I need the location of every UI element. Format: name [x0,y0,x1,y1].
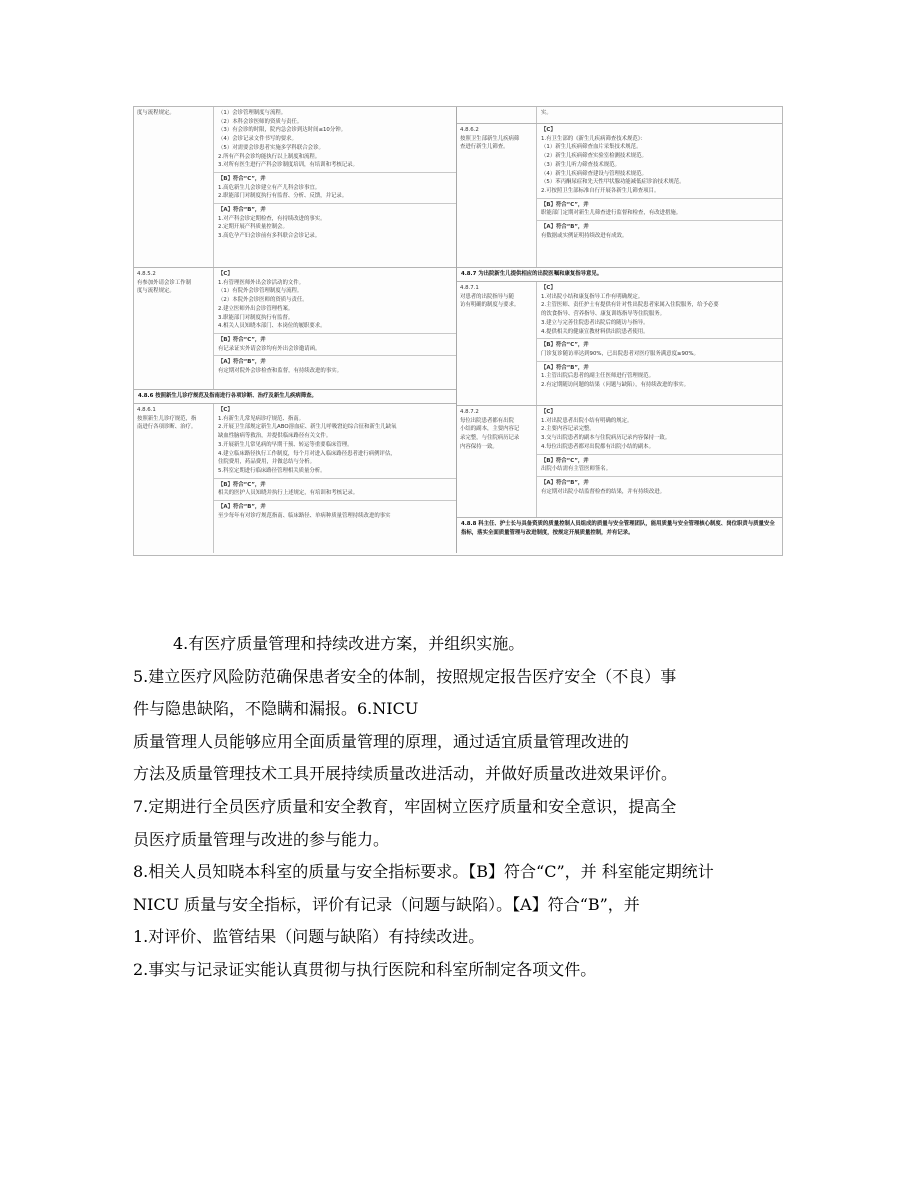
criteria-line: 1.有管理医师外出会诊活动的文件。 [218,279,305,286]
criteria-line: 2.所有产科会诊均能执行以上制度和流程。 [218,153,321,160]
grade-b-label: 【B】符合“C”，并 [218,481,266,488]
criteria-line: （2）本院外会诊医师的资质与责任。 [218,297,308,304]
criteria-line: 至少每年有对诊疗规范指南、临床路径、单病种质量管理持续改进的事实 [218,512,391,519]
item-label: 4.8.5.2 [137,271,156,277]
grade-a-section [214,355,456,375]
criteria-line: （1）有院外会诊管理制度与流程。 [218,288,303,295]
criteria-line: 4.相关人员知晓本部门、本岗位的履职要求。 [218,323,326,330]
item-label: 度与流程规定。 [137,110,175,116]
criteria-line: 1.对产科会诊定期检查，有持续改进的事实。 [218,215,326,222]
section-header: 4.8.6 按照新生儿诊疗规范及指南进行各项诊断、治疗及新生儿疾病筛查。 [134,389,456,403]
criteria-line: 住院费用，药品费用，并做总结与分析。 [218,459,316,466]
item-label-cell [134,404,214,553]
grade-c-label: 【C】 [541,409,556,415]
criteria-cell [214,404,456,522]
criteria-line: 5.科室定期进行临床路径管理相关质量分析。 [218,467,326,474]
item-label: 每位出院患者都有出院 [460,417,514,424]
criteria-line: 3.开展新生儿常见病的早期干预、转运等重要临床管理。 [218,441,353,448]
paragraph-line: 8.相关人员知晓本科室的质量与安全指标要求。【B】符合“C”，并 科室能定期统计 [133,862,714,882]
paragraph-line: 方法及质量管理技术工具开展持续质量改进活动，并做好质量改进效果评价。 [133,764,678,784]
criteria-cell [537,124,782,242]
criteria-line: （5）苯丙酮尿症和先天性甲状腺功能减低症诊治技术规范。 [541,179,685,186]
grade-b-section [537,454,782,474]
section-header: 4.8.8 科主任、护士长与具备资质的质量控制人员组成的质量与安全管理团队，能用质量与安全管理核心制度、岗位职责与质量安全指标，落实全面质量管理与改进制度，按规定开展质量控制，并有记录。 [457,517,782,553]
grade-a-label: 【A】符合“B”，并 [541,224,589,231]
criteria-line: 4.每位出院患者都对出院都有出院小结的副本。 [541,443,654,450]
item-label: 4.8.6.2 [460,127,479,133]
grade-c-label: 【C】 [218,271,233,277]
item-label-cell [134,268,214,389]
criteria-line: （1）会诊管理制度与流程。 [218,110,287,116]
item-label-cell [457,124,537,267]
grade-a-section [214,500,456,520]
table-row [457,405,782,517]
criteria-line: 相关的医护人员知晓并执行上述规定，有培训和考核记录。 [218,490,359,497]
criteria-line: （5）对需要会诊患者实施多学科联合会诊。 [218,144,324,151]
item-label: 访有明确的制度与要求。 [460,302,520,309]
grade-a-section [214,203,456,241]
grade-a-label: 【A】符合“B”，并 [218,504,266,511]
criteria-line: 1.有卫生部的《新生儿疾病筛查技术规范》： [541,135,646,142]
grade-a-label: 【A】符合“B”，并 [218,207,266,214]
item-label: 4.8.6.1 [137,407,156,413]
criteria-line: 门诊复诊随访率达到90%，已出院患者对医疗服务满意度≥90%。 [541,350,699,357]
criteria-line: 2.可按照卫生部标准自行开展各新生儿筛查项目。 [541,187,660,194]
table-row [457,107,782,123]
table-row [134,107,456,267]
criteria-line: （3）有会诊的时限，院内急会诊到达时间≤10分钟。 [218,127,347,134]
criteria-line: 有记录证实外请会诊均有外出会诊邀请函。 [218,345,321,352]
grade-b-label: 【B】符合“C”，并 [541,201,589,208]
criteria-line: 1.高危新生儿会诊建立有产儿科会诊事宜。 [218,184,321,191]
grade-c-label: 【C】 [541,127,556,133]
table-row [134,267,456,389]
grade-c-label: 【C】 [541,285,556,291]
paragraph-line: 员医疗质量管理与改进的参与能力。 [133,829,390,849]
item-label: 度与流程规定。 [137,288,175,295]
grade-b-section [537,338,782,358]
body-text [133,628,793,987]
criteria-cell [214,107,456,243]
item-label: 有参加外请会诊工作制 [137,279,191,286]
item-label-cell [134,107,214,267]
grade-a-section [537,220,782,240]
criteria-line: （4）会诊记录文件书写的要求。 [218,136,297,143]
grade-a-label: 【A】符合“B”，并 [541,479,589,486]
criteria-line: 实。 [541,110,552,116]
criteria-line: 4.提供相关的健康宣教材料供出院患者使用。 [541,328,649,335]
grade-c-label: 【C】 [218,407,233,413]
criteria-line: 1.有新生儿常见病诊疗规范、指南。 [218,415,305,422]
item-label-cell [457,282,537,405]
paragraph-line: 1.对评价、监管结果（问题与缺陷）有持续改进。 [133,927,485,947]
criteria-line: 4.建立临床路径执行工作制度，每个月对进入临床路径患者进行病例评估， [218,450,396,457]
criteria-line: 2.主要内容记录完整。 [541,426,595,433]
item-label-cell [457,406,537,517]
criteria-line: 2.主管医师、责任护士有提供有针对性出院患者家属入住院服务，给予必要 [541,302,719,309]
table-row [457,281,782,405]
criteria-line: 2.有定期随访问题的结果（问题与缺陷），有持续改进的事实。 [541,382,689,389]
paragraph-line: 2.事实与记录证实能认真贯彻与执行医院和科室所制定各项文件。 [133,959,597,979]
grade-a-label: 【A】符合“B”，并 [541,364,589,371]
criteria-line: 有定期对出院小结监督检查的结果，并有持续改进。 [541,488,665,495]
item-label-cell [457,107,537,123]
grade-b-section [214,333,456,353]
criteria-line: （1）新生儿疾病筛查血片采集技术规范。 [541,144,642,151]
grade-b-label: 【B】符合“C”，并 [541,457,589,464]
criteria-line: 1.对出院小结和康复指导工作有明确规定。 [541,293,644,300]
standards-table-image [133,106,783,556]
item-label: 小结的副本，主要内容记 [460,426,520,433]
criteria-line: 1.主管出院后患者的副主任医师进行管理规范。 [541,373,654,380]
grade-b-section [214,172,456,201]
criteria-line: 2.定期开展产科质量控制会。 [218,224,288,231]
criteria-line: 2.建立医师外出会诊管理档案。 [218,305,294,312]
criteria-line: 职能部门定期对新生儿筛查进行监督和检查，有改进措施。 [541,210,682,217]
criteria-line: 2.开展卫生部规定新生儿ABO溶血症、新生儿呼吸窘迫综合征和新生儿缺氧 [218,424,397,431]
item-label: 录完整，与住院病历记录 [460,435,520,442]
criteria-line: 有定期对院外会诊检查和监督，有持续改进的事实。 [218,368,342,375]
criteria-line: 缺血性脑病等救治，并提供临床路径有关文件。 [218,433,332,440]
item-label: 查进行新生儿筛查。 [460,144,509,151]
criteria-line: 出院小结需有主管医师签名。 [541,466,612,473]
criteria-line: （2）新生儿疾病筛查实验室检测技术规范。 [541,153,647,160]
criteria-line: 3.交与出院患者的副本与住院病历记录内容保持一致。 [541,435,671,442]
paragraph-line: 质量管理人员能够应用全面质量管理的原理，通过适宜质量管理改进的 [133,731,630,751]
criteria-line: （4）新生儿疾病筛查建设与管理技术规范。 [541,170,647,177]
item-label: 内容保持一致。 [460,443,498,450]
criteria-cell [537,406,782,498]
criteria-line: （2）本科会诊医师的资质与责任。 [218,118,303,125]
grade-a-section [537,361,782,390]
criteria-cell [537,282,782,392]
criteria-line: 1.对出院患者出院小结有明确的规定。 [541,417,633,424]
grade-a-section [537,476,782,496]
table-row [457,123,782,267]
criteria-line: 有数据或实例证明持续改进有成效。 [541,232,628,239]
criteria-line: 的饮食指导、营养指导、康复训练指导等住院服务。 [541,311,665,318]
paragraph-line: NICU 质量与安全指标，评价有记录（问题与缺陷）。【A】符合“B”，并 [133,894,640,914]
paragraph-line: 7.定期进行全员医疗质量和安全教育，牢固树立医疗质量和安全意识，提高全 [133,796,677,816]
item-label: 南进行各项诊断、治疗。 [137,424,197,431]
item-label: 对患者的出院指导与随 [460,293,514,300]
criteria-cell [214,268,456,378]
grade-b-section [537,198,782,218]
paragraph-line: 5.建立医疗风险防范确保患者安全的体制，按照规定报告医疗安全（不良）事 [133,666,677,686]
item-label: 按照新生儿诊疗规范，指 [137,415,197,422]
grade-b-label: 【B】符合“C”，并 [218,336,266,343]
criteria-line: 3.职能部门对制度执行有监督。 [218,314,294,321]
paragraph-line: 件与隐患缺陷，不隐瞒和漏报。6.NICU [133,699,419,719]
criteria-cell [537,107,782,120]
criteria-line: （3）新生儿听力筛查技术规范。 [541,161,620,168]
criteria-line: 3.建立与完善住院患者出院后的随访与指导。 [541,319,649,326]
item-label: 4.8.7.1 [460,285,479,291]
criteria-line: 3.对所有医生进行产科会诊制度培训，有培训和考核记录。 [218,162,358,169]
table-row [134,403,456,553]
item-label: 4.8.7.2 [460,409,479,415]
table-right-column [457,107,782,553]
section-header: 4.8.7 为出院新生儿提供相应的出院医嘱和康复指导意见。 [457,267,782,281]
grade-a-label: 【A】符合“B”，并 [218,359,266,366]
grade-b-label: 【B】符合“C”，并 [218,175,266,182]
grade-b-label: 【B】符合“C”，并 [541,342,589,349]
criteria-line: 3.高危孕产妇会诊前有多科联合会诊记录。 [218,233,321,240]
table-left-column [134,107,457,553]
item-label: 按照卫生部新生儿疾病筛 [460,135,520,142]
paragraph-line: 4.有医疗质量管理和持续改进方案，并组织实施。 [173,634,525,653]
grade-b-section [214,478,456,498]
criteria-line: 2.职能部门对制度执行有监督、分析、反馈，并记录。 [218,193,348,200]
